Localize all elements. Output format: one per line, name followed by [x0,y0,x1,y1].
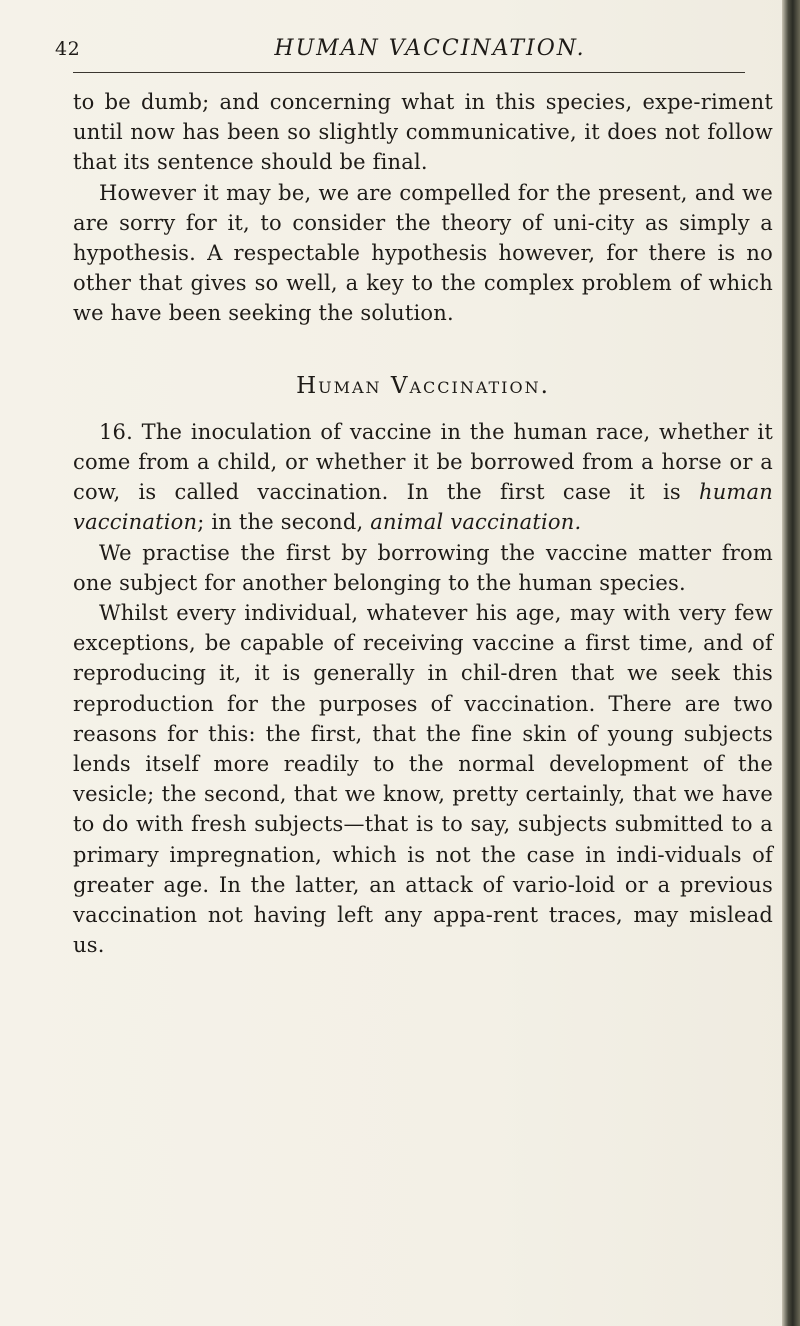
binding-edge [782,0,800,1326]
paragraph-definition [73,417,773,538]
paragraph-continuation: to be dumb; and concerning what in this species, expe-riment until now has been so slightly communicative, it does not follow that its sentence should be final. [73,90,773,175]
body-text [73,87,773,960]
paragraph-hypothesis: However it may be, we are compelled for the present, and we are sorry for it, to consider the theory of uni-city as simply a hypothesis. A respectable hypothesis however, for there is no other that gives so well, a key to the complex problem of which we have been seeking the solution. [73,180,773,326]
paragraph-practise: We practise the first by borrowing the vaccine matter from one subject for another belonging to the human species. [73,540,773,595]
section-heading: Human Vaccination. [296,372,550,399]
definition-text-1: 16. The inoculation of vaccine in the human race, whether it come from a child, or whether it be borrowed from a horse or a cow, is called vaccination. In the first case it is [73,419,773,505]
term-animal-vaccination: animal vaccination. [370,510,582,535]
page-number: 42 [55,38,81,60]
paragraph-whilst: Whilst every individual, whatever his age, may with very few exceptions, be capable of receiving vaccine a first time, and of reproducing it, it is generally in chil-dren that we seek this reproduction for the purposes of vaccination. There are two reasons for this: the first, that the fine skin of young subjects lends itself more readily to the normal development of the vesicle; the second, that we know, pretty certainly, that we have to do with fresh subjects—that is to say, subjects submitted to a primary impregnation, which is not the case in indi-viduals of greater age. In the latter, an attack of vario-loid or a previous vaccination not having left any appa-rent traces, may mislead us. [73,601,773,958]
term-human-vaccination: human vaccination [73,480,773,535]
header-rule [73,72,745,73]
running-title: HUMAN VACCINATION. [274,36,586,61]
running-head [55,30,745,64]
definition-text-2: ; in the second, [197,510,371,535]
